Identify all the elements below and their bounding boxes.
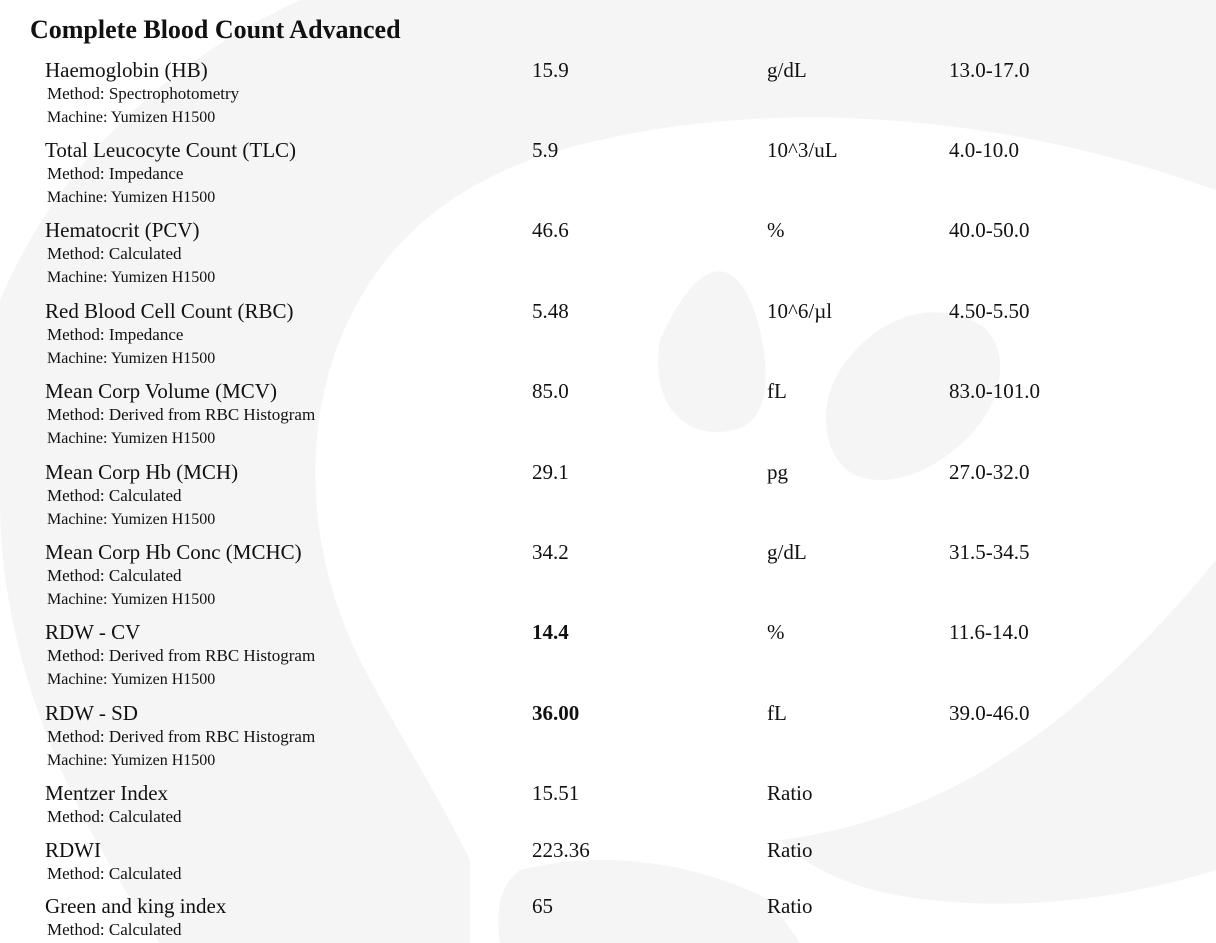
test-name: RDW - CV xyxy=(45,620,141,644)
test-name: Green and king index xyxy=(45,894,227,918)
test-method: Method: Calculated xyxy=(47,807,182,826)
test-reference-range: 13.0-17.0 xyxy=(949,58,1030,82)
test-value: 85.0 xyxy=(532,379,569,403)
test-unit: fL xyxy=(767,379,787,403)
test-value: 15.51 xyxy=(532,781,580,805)
test-name: Haemoglobin (HB) xyxy=(45,58,208,82)
test-machine: Machine: Yumizen H1500 xyxy=(47,511,216,528)
test-method: Method: Calculated xyxy=(47,244,182,263)
test-reference-range: 31.5-34.5 xyxy=(949,540,1030,564)
test-method: Method: Derived from RBC Histogram xyxy=(47,405,316,424)
test-unit: 10^6/µl xyxy=(767,299,833,323)
test-name: Mean Corp Hb Conc (MCHC) xyxy=(45,540,302,564)
test-method: Method: Spectrophotometry xyxy=(47,84,240,103)
test-machine: Machine: Yumizen H1500 xyxy=(47,189,216,206)
test-name: RDWI xyxy=(45,838,101,862)
test-unit: Ratio xyxy=(767,894,813,918)
test-unit: pg xyxy=(767,460,788,484)
test-machine: Machine: Yumizen H1500 xyxy=(47,430,216,447)
test-reference-range: 39.0-46.0 xyxy=(949,701,1030,725)
test-name: Hematocrit (PCV) xyxy=(45,218,200,242)
test-value: 65 xyxy=(532,894,553,918)
test-reference-range: 40.0-50.0 xyxy=(949,218,1030,242)
test-method: Method: Calculated xyxy=(47,864,182,883)
test-method: Method: Calculated xyxy=(47,920,182,939)
test-machine: Machine: Yumizen H1500 xyxy=(47,752,216,769)
test-method: Method: Derived from RBC Histogram xyxy=(47,646,316,665)
test-method: Method: Impedance xyxy=(47,325,184,344)
test-method: Method: Impedance xyxy=(47,164,184,183)
test-name: Mean Corp Volume (MCV) xyxy=(45,379,277,403)
test-unit: g/dL xyxy=(767,58,807,82)
test-machine: Machine: Yumizen H1500 xyxy=(47,671,216,688)
test-name: Total Leucocyte Count (TLC) xyxy=(45,138,297,162)
test-value: 5.48 xyxy=(532,299,569,323)
test-name: Mean Corp Hb (MCH) xyxy=(45,460,239,484)
test-method: Method: Calculated xyxy=(47,486,182,505)
test-unit: Ratio xyxy=(767,781,813,805)
test-reference-range: 11.6-14.0 xyxy=(949,620,1029,644)
test-value: 46.6 xyxy=(532,218,569,242)
test-name: Mentzer Index xyxy=(45,781,169,805)
test-unit: g/dL xyxy=(767,540,807,564)
test-machine: Machine: Yumizen H1500 xyxy=(47,591,216,608)
test-unit: % xyxy=(767,620,785,644)
test-machine: Machine: Yumizen H1500 xyxy=(47,350,216,367)
test-value-flagged: 14.4 xyxy=(532,620,569,644)
test-value: 29.1 xyxy=(532,460,569,484)
test-reference-range: 4.0-10.0 xyxy=(949,138,1019,162)
test-reference-range: 4.50-5.50 xyxy=(949,299,1030,323)
test-machine: Machine: Yumizen H1500 xyxy=(47,109,216,126)
test-unit: Ratio xyxy=(767,838,813,862)
test-reference-range: 27.0-32.0 xyxy=(949,460,1030,484)
section-title: Complete Blood Count Advanced xyxy=(30,15,401,44)
test-method: Method: Calculated xyxy=(47,566,182,585)
test-value: 5.9 xyxy=(532,138,559,162)
test-method: Method: Derived from RBC Histogram xyxy=(47,727,316,746)
test-value: 15.9 xyxy=(532,58,569,82)
test-reference-range: 83.0-101.0 xyxy=(949,379,1040,403)
test-machine: Machine: Yumizen H1500 xyxy=(47,269,216,286)
test-unit: fL xyxy=(767,701,787,725)
test-value-flagged: 36.00 xyxy=(532,701,580,725)
test-value: 34.2 xyxy=(532,540,569,564)
test-name: Red Blood Cell Count (RBC) xyxy=(45,299,294,323)
test-value: 223.36 xyxy=(532,838,590,862)
test-name: RDW - SD xyxy=(45,701,138,725)
test-unit: % xyxy=(767,218,785,242)
test-unit: 10^3/uL xyxy=(767,138,838,162)
